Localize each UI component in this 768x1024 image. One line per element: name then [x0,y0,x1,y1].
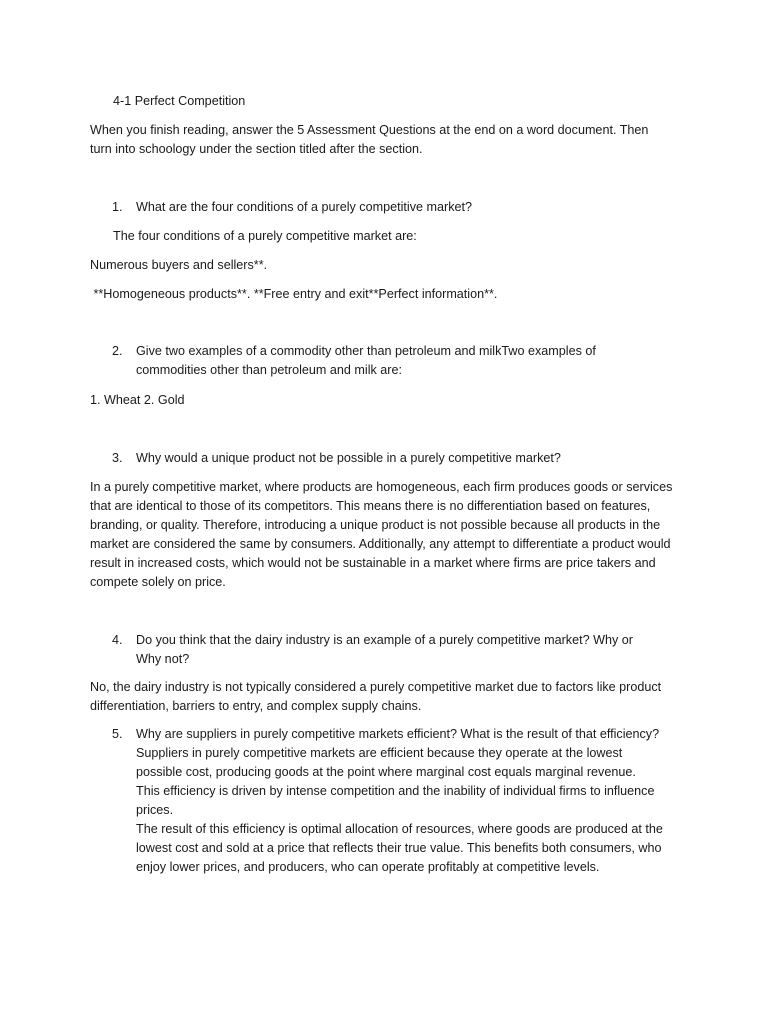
question-text: Why would a unique product not be possible in a purely competitive market? [136,451,561,465]
answer-1-lead: The four conditions of a purely competitive market are: [113,229,417,243]
question-4 [112,631,682,669]
answer-4: No, the dairy industry is not typically considered a purely competitive market due to factors like product differentiation, barriers to entry, and complex supply chains. [90,680,662,713]
question-number: 1. [112,200,123,214]
question-number: 4. [112,633,123,647]
answer-1-line-2: **Homogeneous products**. **Free entry and exit**Perfect information**. [90,287,498,301]
question-text: What are the four conditions of a purely competitive market? [136,200,472,214]
answer-5-paragraph-2: The result of this efficiency is optimal allocation of resources, where goods are produced at the lowest cost and sold at a price that reflects their true value. This benefits both consumers, who enjoy lower prices, and producers, who can operate profitably at competitive levels. [136,822,663,874]
question-text: Do you think that the dairy industry is an example of a purely competitive market? Why or Why not? [136,633,633,666]
answer-2: 1. Wheat 2. Gold [90,393,185,407]
answer-3: In a purely competitive market, where products are homogeneous, each firm produces goods or services that are identical to those of its competitors. This means there is no differentiation based on features, branding, or quality. Therefore, introducing a unique product is not possible because all products in the market are considered the same by consumers. Additionally, any attempt to differentiate a product would result in increased costs, which would not be sustainable in a market where firms are price takers and compete solely on price. [90,480,673,589]
answer-5-paragraph-1: Suppliers in purely competitive markets are efficient because they operate at the lowest possible cost, producing goods at the point where marginal cost equals marginal revenue. This efficiency is driven by intense competition and the inability of individual firms to influence prices. [136,746,655,817]
page-title: 4-1 Perfect Competition [113,94,246,108]
question-5 [112,725,682,877]
answer-1-line-1: Numerous buyers and sellers**. [90,258,268,272]
question-number: 2. [112,344,123,358]
question-text: Give two examples of a commodity other than petroleum and milkTwo examples of commodities other than petroleum and milk are: [136,344,596,377]
question-2 [112,342,682,380]
question-1 [112,198,682,217]
intro-paragraph: When you finish reading, answer the 5 Assessment Questions at the end on a word document. Then turn into schoology under the section titled after the section. [90,123,649,156]
question-text: Why are suppliers in purely competitive markets efficient? What is the result of that efficiency? [136,727,660,741]
question-number: 3. [112,451,123,465]
question-3 [112,449,682,468]
question-number: 5. [112,727,123,741]
